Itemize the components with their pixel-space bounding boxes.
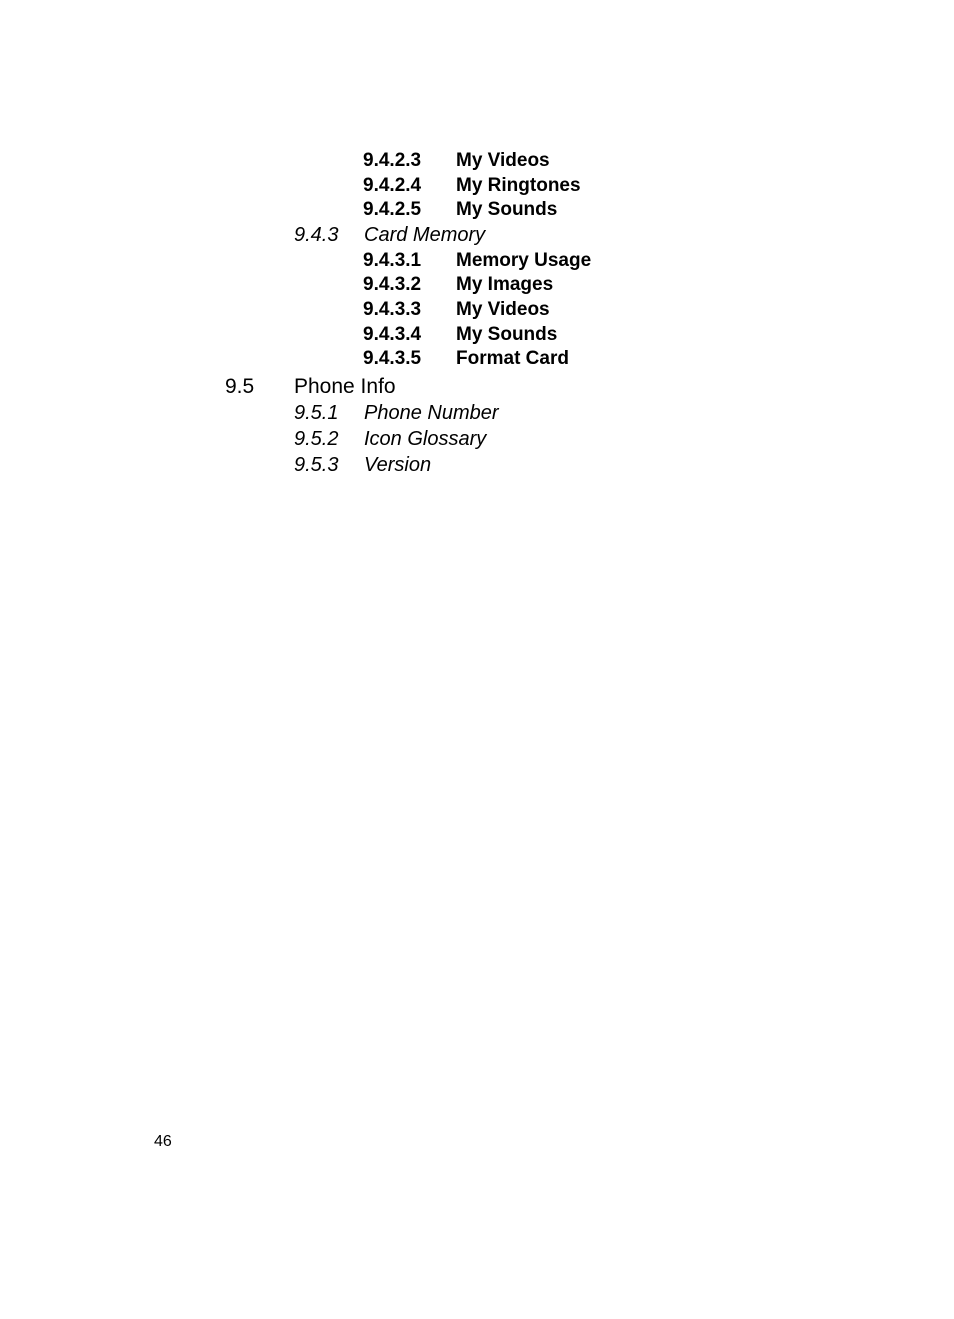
toc-entry-label: Phone Info (294, 375, 396, 398)
toc-entry-label: My Videos (456, 299, 550, 320)
toc-entry-number: 9.4.2.4 (363, 175, 422, 196)
page-number: 46 (154, 1133, 172, 1150)
toc-entry-label: My Ringtones (456, 175, 581, 196)
toc-entry-label: Format Card (456, 348, 569, 369)
toc-entry-label: My Sounds (456, 199, 558, 220)
toc-entry-number: 9.5.2 (294, 428, 339, 450)
toc-entry-number: 9.4.3 (294, 224, 339, 246)
toc-entry-number: 9.4.3.5 (363, 348, 422, 369)
toc-entry-label: Phone Number (364, 402, 499, 424)
toc-entry-number: 9.4.2.5 (363, 199, 422, 220)
toc-entry-number: 9.4.3.4 (363, 324, 422, 345)
toc-entry-number: 9.5.1 (294, 402, 339, 424)
toc-entry-label: My Videos (456, 150, 550, 171)
toc-entry-number: 9.4.3.2 (363, 274, 422, 295)
toc-entry-label: My Sounds (456, 324, 558, 345)
toc-entry-number: 9.4.2.3 (363, 150, 422, 171)
toc-entry-number: 9.5 (225, 375, 255, 398)
toc-entry-number: 9.5.3 (294, 454, 339, 476)
toc-entry-number: 9.4.3.1 (363, 250, 422, 271)
toc-entry-number: 9.4.3.3 (363, 299, 422, 320)
toc-entry-label: Version (364, 454, 432, 476)
toc-entry-label: My Images (456, 274, 554, 295)
toc-entry-label: Memory Usage (456, 250, 592, 271)
toc-entry-label: Icon Glossary (364, 428, 487, 450)
toc-entry-label: Card Memory (364, 224, 486, 246)
